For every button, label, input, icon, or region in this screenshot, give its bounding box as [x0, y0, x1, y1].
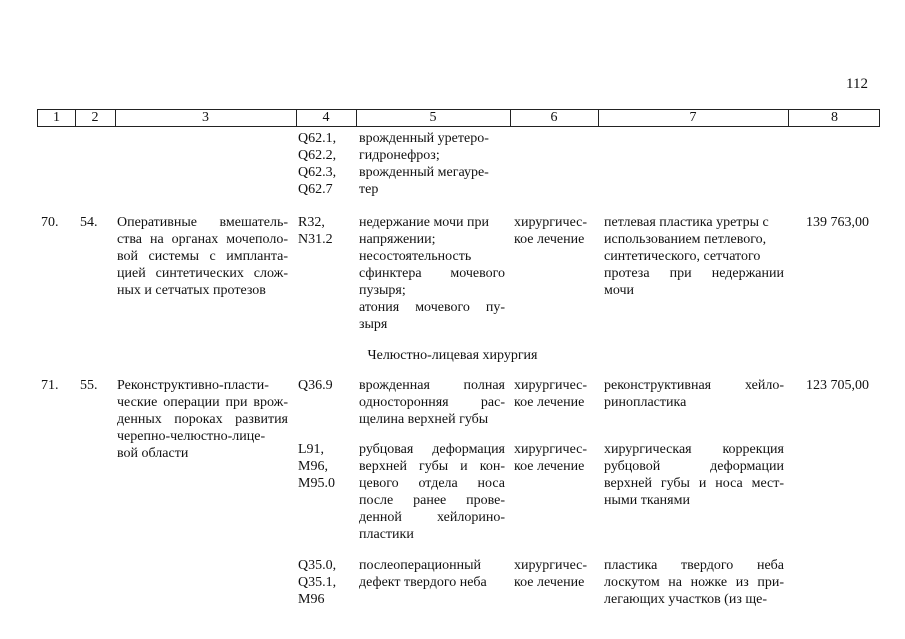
description-line: односторонняя рас- [359, 395, 505, 410]
method-line: ринопластика [604, 395, 687, 410]
icd-code: Q62.7 [298, 182, 333, 197]
cont-description [359, 130, 505, 198]
description-line: гидронефроз; [359, 148, 440, 163]
name-line: вой области [117, 446, 189, 461]
description-line: сфинктера мочевого [359, 266, 505, 281]
method-line: мочи [604, 283, 635, 298]
description-line: врожденный уретеро- [359, 131, 489, 146]
sub2-treatment-type [514, 441, 587, 475]
icd-code: Q62.3, [298, 165, 337, 180]
description-line: щелина верхней губы [359, 412, 489, 427]
sub2-codes [298, 441, 335, 492]
description-line: пузыря; [359, 283, 406, 298]
name-line: ства на органах мочеполо- [117, 232, 288, 247]
description-line: зыря [359, 317, 388, 332]
description-line: рубцовая деформация [359, 442, 505, 457]
name-line: Оперативные вмешатель- [117, 215, 288, 230]
method-line: хирургическая коррекция [604, 442, 784, 457]
col-header-3: 3 [202, 110, 209, 125]
type-line: хирургичес- [514, 215, 588, 230]
row-70-name [117, 214, 288, 299]
icd-code: N31.2 [298, 232, 333, 247]
method-line: пластика твердого неба [604, 558, 784, 573]
method-line: реконструктивная хейло- [604, 378, 784, 393]
icd-code: Q35.1, [298, 575, 337, 590]
col-header-8: 8 [831, 110, 838, 125]
icd-code: Q62.2, [298, 148, 337, 163]
method-line: использованием петлевого, [604, 232, 767, 247]
method-line: петлевая пластика уретры с [604, 215, 769, 230]
name-line: черепно-челюстно-лице- [117, 429, 266, 444]
method-line: ными тканями [604, 493, 690, 508]
type-line: хирургичес- [514, 442, 588, 457]
row-71-group-number: 55. [80, 378, 98, 393]
type-line: кое лечение [514, 232, 585, 247]
row-70-group-number: 54. [80, 215, 98, 230]
name-line: цией синтетических слож- [117, 266, 288, 281]
row-70-description [359, 214, 505, 333]
section-title: Челюстно-лицевая хирургия [367, 348, 538, 363]
sub2-method [604, 441, 784, 509]
col-header-5: 5 [429, 110, 437, 125]
description-line: атония мочевого пу- [359, 300, 505, 315]
col-header-2: 2 [91, 110, 99, 125]
name-line: Реконструктивно-пласти- [117, 378, 269, 393]
description-line: напряжении; [359, 232, 436, 247]
method-line: верхней губы и носа мест- [604, 476, 784, 491]
row-70-treatment-type [514, 214, 587, 248]
cont-codes [298, 130, 336, 198]
type-line: кое лечение [514, 459, 585, 474]
col-header-4: 4 [322, 110, 330, 125]
row-71-cost: 123 705,00 [806, 378, 869, 393]
icd-code: L91, [298, 442, 325, 457]
description-line: послеоперационный [359, 558, 482, 573]
sub3-method [604, 557, 784, 608]
row-71-name [117, 377, 288, 462]
page-number: 112 [846, 76, 868, 92]
row-70-method [604, 214, 784, 299]
row-70-number: 70. [41, 215, 59, 230]
column-header-row [37, 109, 880, 127]
icd-code: M95.0 [298, 476, 335, 491]
description-line: дефект твердого неба [359, 575, 487, 590]
col-header-1: 1 [53, 110, 60, 125]
description-line: врожденный мегауре- [359, 165, 489, 180]
row-70-cost: 139 763,00 [806, 215, 869, 230]
method-line: синтетического, сетчатого [604, 249, 761, 264]
description-line: денной хейлорино- [359, 510, 505, 525]
type-line: хирургичес- [514, 378, 588, 393]
sub3-treatment-type [514, 557, 587, 591]
sub1-method [604, 377, 784, 411]
description-line: пластики [359, 527, 414, 542]
row-70-codes [298, 214, 333, 248]
row-71-number: 71. [41, 378, 59, 393]
sub1-codes [298, 377, 333, 394]
sub1-treatment-type [514, 377, 587, 411]
method-line: рубцовой деформации [604, 459, 784, 474]
name-line: денных пороках развития [117, 412, 288, 427]
name-line: вой системы с импланта- [117, 249, 288, 264]
type-line: кое лечение [514, 575, 585, 590]
type-line: хирургичес- [514, 558, 588, 573]
sub3-codes [298, 557, 336, 608]
description-line: недержание мочи при [359, 215, 489, 230]
col-header-6: 6 [550, 110, 558, 125]
sub3-description [359, 557, 505, 591]
description-line: врожденная полная [359, 378, 505, 393]
icd-code: Q62.1, [298, 131, 337, 146]
type-line: кое лечение [514, 395, 585, 410]
sub2-description [359, 441, 505, 543]
icd-code: M96 [298, 592, 325, 607]
method-line: легающих участков (из ще- [604, 592, 768, 607]
icd-code: R32, [298, 215, 325, 230]
icd-code: M96, [298, 459, 328, 474]
name-line: ческие операции при врож- [117, 395, 288, 410]
method-line: лоскутом на ножке из при- [604, 575, 784, 590]
col-header-7: 7 [689, 110, 697, 125]
description-line: после ранее прове- [359, 493, 505, 508]
method-line: протеза при недержании [604, 266, 784, 281]
description-line: тер [359, 182, 379, 197]
name-line: ных и сетчатых протезов [117, 283, 266, 298]
description-line: верхней губы и кон- [359, 459, 505, 474]
sub1-description [359, 377, 505, 428]
description-line: несостоятельность [359, 249, 472, 264]
description-line: цевого отдела носа [359, 476, 505, 491]
icd-code: Q36.9 [298, 378, 333, 393]
icd-code: Q35.0, [298, 558, 337, 573]
